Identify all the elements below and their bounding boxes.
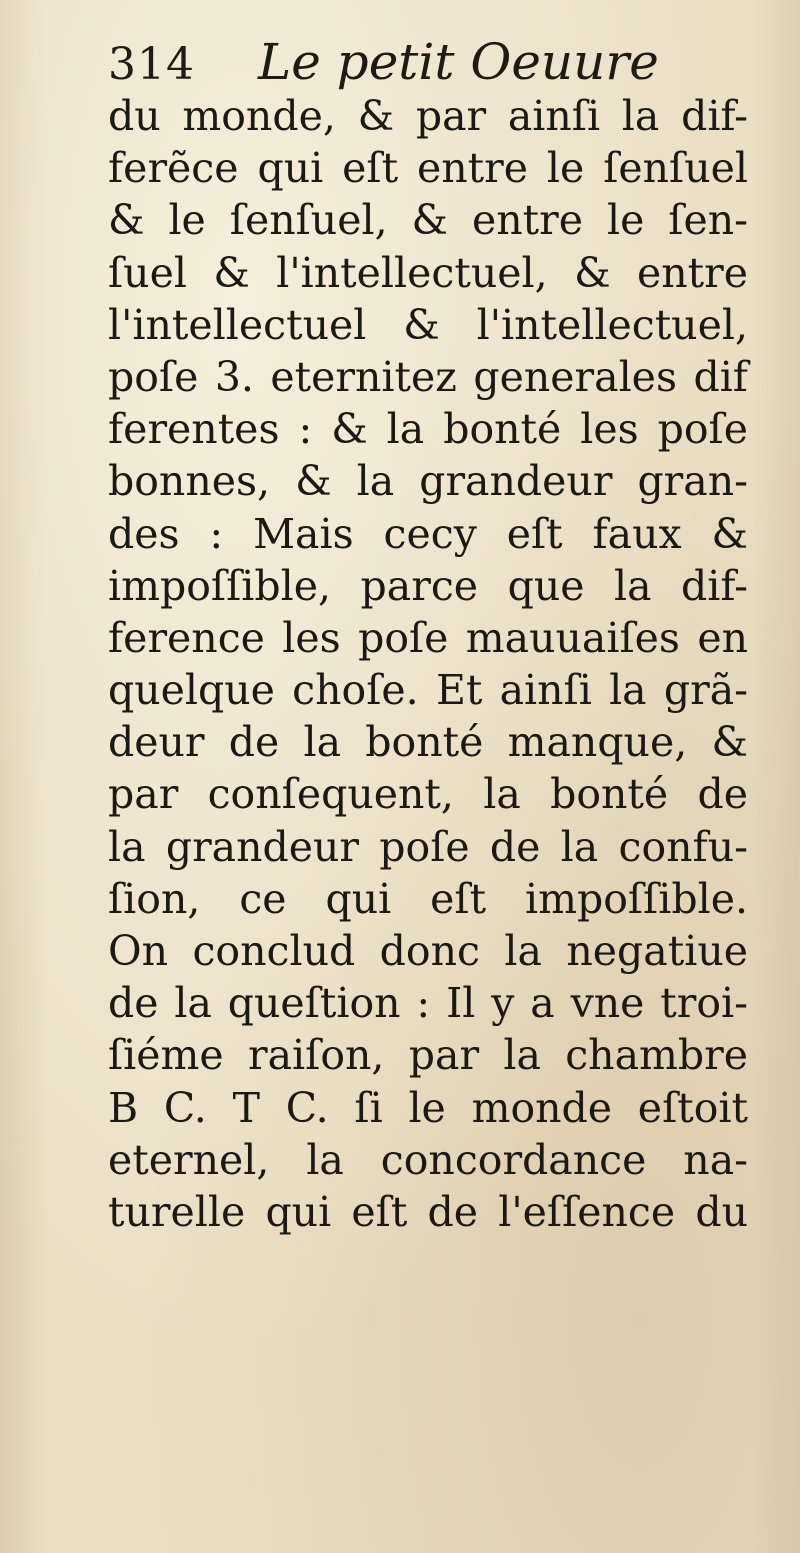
text-line: du monde, & par ainſi la dif- bbox=[108, 92, 748, 140]
text-line: & le ſenſuel, & entre le ſen- bbox=[108, 196, 748, 245]
text-line: des : Mais cecy eſt faux & bbox=[108, 509, 748, 558]
text-line: de la queſtion : Il y a vne troi- bbox=[108, 979, 748, 1028]
text-line: eternel, la concordance na- bbox=[108, 1135, 748, 1184]
body-text bbox=[108, 90, 748, 1238]
text-line: l'intellectuel & l'intellectuel, bbox=[108, 300, 748, 349]
text-line: impoſſible, parce que la dif- bbox=[108, 561, 748, 610]
text-line: ſion, ce qui eſt impoſſible. bbox=[108, 874, 748, 923]
text-line: la grandeur poſe de la confu- bbox=[108, 822, 748, 871]
text-line: ferentes : & la bonté les poſe bbox=[108, 405, 748, 454]
running-title: Le petit Oeuure bbox=[258, 33, 659, 91]
page-number: 314 bbox=[108, 39, 195, 90]
text-line: B C. T C. ſi le monde eſtoit bbox=[108, 1083, 748, 1132]
text-line: ſiéme raiſon, par la chambre bbox=[108, 1031, 748, 1080]
text-line: quelque choſe. Et ainſi la grã- bbox=[108, 666, 748, 715]
text-line: poſe 3. eternitez generales dif bbox=[108, 352, 748, 401]
text-line: turelle qui eſt de l'eſſence du bbox=[108, 1187, 748, 1236]
text-line: ſuel & l'intellectuel, & entre bbox=[108, 248, 748, 297]
text-line: ferẽce qui eſt entre le ſenſuel bbox=[108, 144, 748, 193]
page-header bbox=[108, 26, 708, 96]
text-line: deur de la bonté manque, & bbox=[108, 718, 748, 767]
text-line: par conſequent, la bonté de bbox=[108, 770, 748, 819]
text-line: bonnes, & la grandeur gran- bbox=[108, 457, 748, 506]
text-line: ference les poſe mauuaiſes en bbox=[108, 613, 748, 662]
text-line: On conclud donc la negatiue bbox=[108, 927, 748, 975]
